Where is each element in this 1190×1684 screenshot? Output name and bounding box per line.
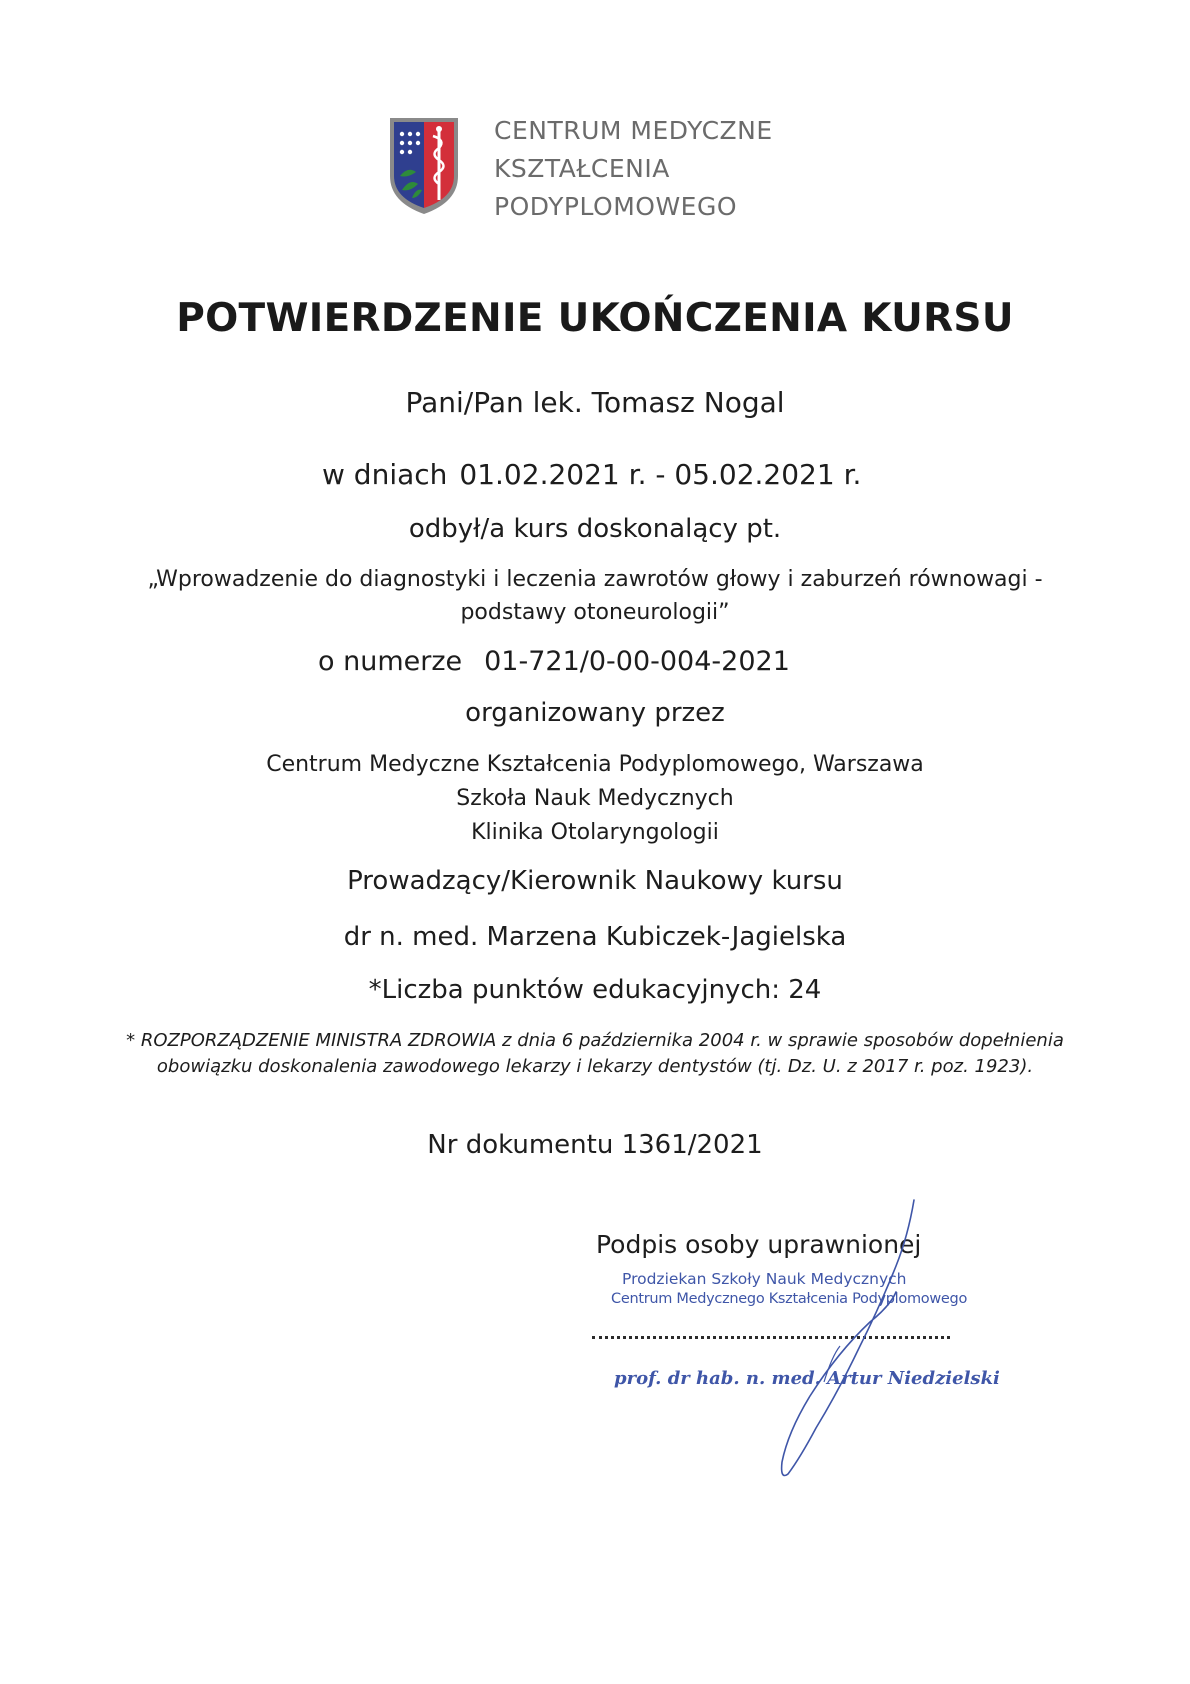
course-number bbox=[318, 646, 790, 677]
organizers-list bbox=[0, 748, 1190, 850]
dates-value: 01.02.2021 r. - 05.02.2021 r. bbox=[459, 458, 862, 491]
course-title-line1: „Wprowadzenie do diagnostyki i leczenia zawrotów głowy i zaburzeń równowagi - bbox=[147, 567, 1043, 592]
org-name-line2: KSZTAŁCENIA bbox=[494, 154, 670, 183]
leader-label: Prowadzący/Kierownik Naukowy kursu bbox=[347, 866, 843, 896]
completed-text: odbył/a kurs doskonalący pt. bbox=[408, 514, 782, 544]
course-dates bbox=[322, 458, 861, 491]
stamp-name: prof. dr hab. n. med. Artur Niedzielski bbox=[614, 1368, 1000, 1389]
organizer-item: Szkoła Nauk Medycznych bbox=[456, 786, 734, 811]
leader-name: dr n. med. Marzena Kubiczek-Jagielska bbox=[343, 922, 847, 952]
org-name-line1: CENTRUM MEDYCZNE bbox=[494, 116, 773, 145]
course-title-line2: podstawy otoneurologii” bbox=[460, 600, 730, 625]
org-name-line3: PODYPLOMOWEGO bbox=[494, 192, 738, 221]
stamp-line2: Centrum Medycznego Kształcenia Podyplomowego bbox=[611, 1291, 968, 1307]
participant-name: Pani/Pan lek. Tomasz Nogal bbox=[405, 386, 785, 419]
organizer-item: Klinika Otolaryngologii bbox=[471, 820, 719, 845]
document-number: Nr dokumentu 1361/2021 bbox=[427, 1130, 763, 1160]
course-title bbox=[0, 563, 1190, 629]
stamp-line1: Prodziekan Szkoły Nauk Medycznych bbox=[622, 1270, 907, 1288]
organized-by-label: organizowany przez bbox=[465, 698, 725, 728]
cmkp-logo-icon bbox=[386, 114, 462, 218]
dates-label: w dniach bbox=[322, 458, 448, 491]
regulation-footnote: * ROZPORZĄDZENIE MINISTRA ZDROWIA z dnia 6 października 2004 r. w sprawie sposobów dopełnienia obowiązku doskonalenia zawodowego lekarzy i lekarzy dentystów (tj. Dz. U. z 2017 r. poz. 1923). bbox=[126, 1030, 1064, 1077]
organizer-item: Centrum Medyczne Kształcenia Podyplomowego, Warszawa bbox=[266, 752, 924, 777]
organization-name bbox=[494, 112, 773, 226]
certificate-title: POTWIERDZENIE UKOŃCZENIA KURSU bbox=[176, 296, 1014, 341]
handwritten-signature-icon bbox=[720, 1196, 940, 1482]
education-points: *Liczba punktów edukacyjnych: 24 bbox=[368, 975, 822, 1005]
number-label: o numerze bbox=[318, 646, 463, 677]
signature-label: Podpis osoby uprawnionej bbox=[596, 1230, 922, 1259]
number-value: 01-721/0-00-004-2021 bbox=[484, 646, 790, 677]
